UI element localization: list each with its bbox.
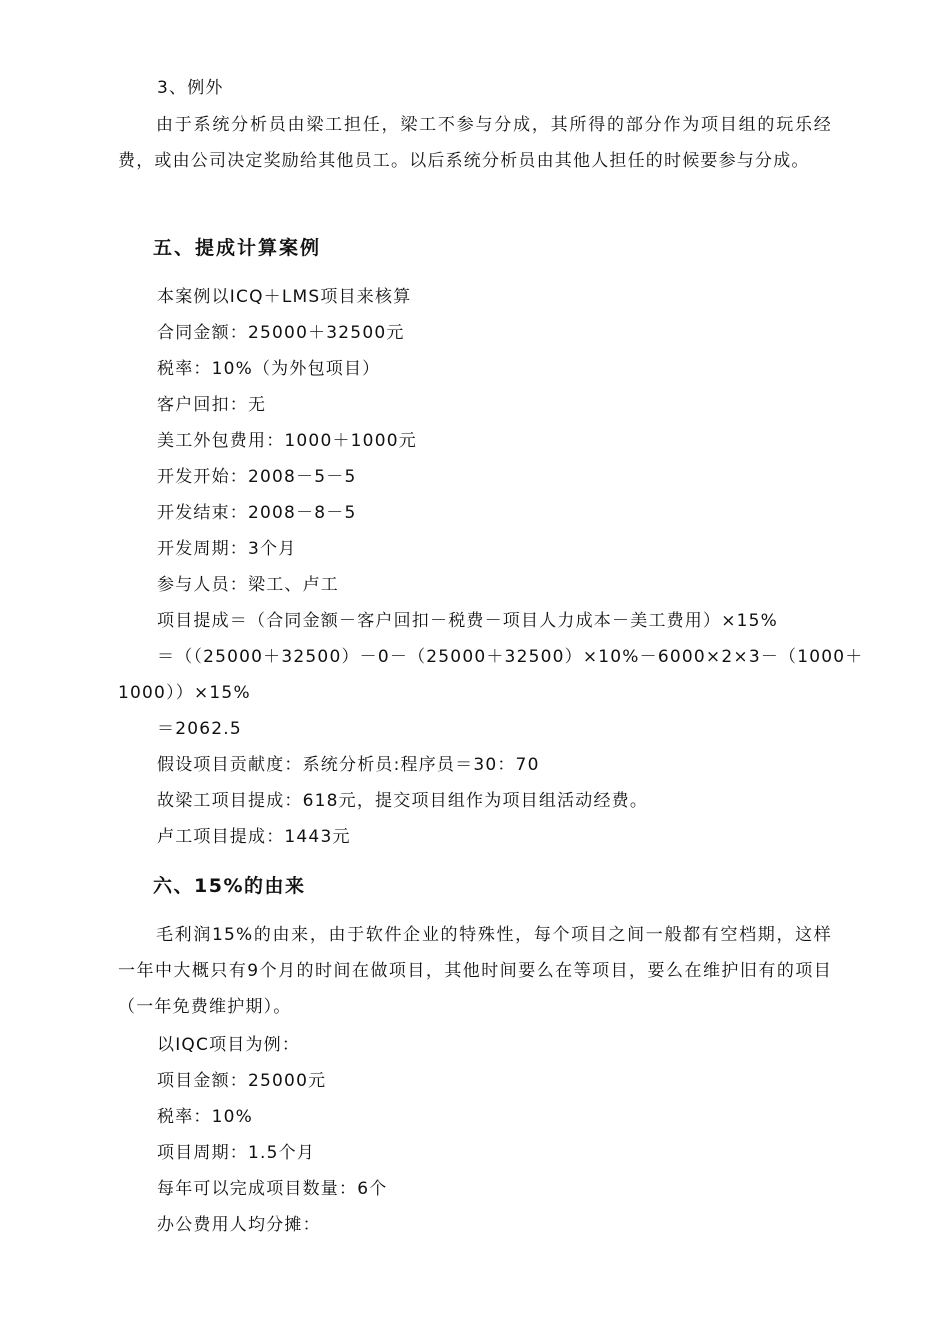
iqc-tax-rate-line: 税率：10% bbox=[157, 1107, 253, 1127]
dev-start-line: 开发开始：2008－5－5 bbox=[157, 467, 357, 487]
client-rebate-line: 客户回扣：无 bbox=[157, 395, 267, 415]
art-outsourcing-line: 美工外包费用：1000＋1000元 bbox=[157, 431, 417, 451]
lu-commission-line: 卢工项目提成：1443元 bbox=[157, 827, 351, 847]
section-heading-fifteen-percent-origin: 六、15%的由来 bbox=[153, 875, 306, 897]
contract-amount-line: 合同金额：25000＋32500元 bbox=[157, 323, 405, 343]
project-amount-line: 项目金额：25000元 bbox=[157, 1071, 327, 1091]
contribution-ratio-line: 假设项目贡献度：系统分析员:程序员＝30：70 bbox=[157, 755, 540, 775]
tax-rate-line: 税率：10%（为外包项目） bbox=[157, 359, 381, 379]
participants-line: 参与人员：梁工、卢工 bbox=[157, 575, 339, 595]
commission-formula-line: 项目提成＝（合同金额－客户回扣－税费－项目人力成本－美工费用）×15% bbox=[157, 611, 779, 631]
liang-commission-line: 故梁工项目提成：618元，提交项目组作为项目组活动经费。 bbox=[157, 791, 649, 811]
dev-end-line: 开发结束：2008－8－5 bbox=[157, 503, 357, 523]
formula-result-line: ＝2062.5 bbox=[157, 719, 242, 739]
dev-period-line: 开发周期：3个月 bbox=[157, 539, 297, 559]
section-heading-commission-example: 五、提成计算案例 bbox=[153, 237, 322, 259]
project-period-line: 项目周期：1.5个月 bbox=[157, 1143, 316, 1163]
projects-per-year-line: 每年可以完成项目数量：6个 bbox=[157, 1179, 388, 1199]
formula-expansion-line-2: 1000））×15% bbox=[118, 683, 251, 703]
office-cost-line: 办公费用人均分摊： bbox=[157, 1215, 321, 1235]
subsection-title-exception: 3、例外 bbox=[157, 78, 224, 98]
fifteen-percent-paragraph: 毛利润15%的由来，由于软件企业的特殊性，每个项目之间一般都有空档期，这样一年中大概只有9个月的时间在做项目，其他时间要么在等项目，要么在维护旧有的项目（一年免费维护期）。 bbox=[118, 925, 832, 1017]
exception-paragraph: 由于系统分析员由梁工担任，梁工不参与分成，其所得的部分作为项目组的玩乐经费，或由公司决定奖励给其他员工。以后系统分析员由其他人担任的时候要参与分成。 bbox=[118, 115, 832, 171]
iqc-example-line: 以IQC项目为例： bbox=[157, 1035, 301, 1055]
formula-expansion-line-1: ＝（（25000＋32500）－0－（25000＋32500）×10%－6000×2×3－（1000＋ bbox=[157, 647, 864, 667]
case-intro-line: 本案例以ICQ＋LMS项目来核算 bbox=[157, 287, 412, 307]
